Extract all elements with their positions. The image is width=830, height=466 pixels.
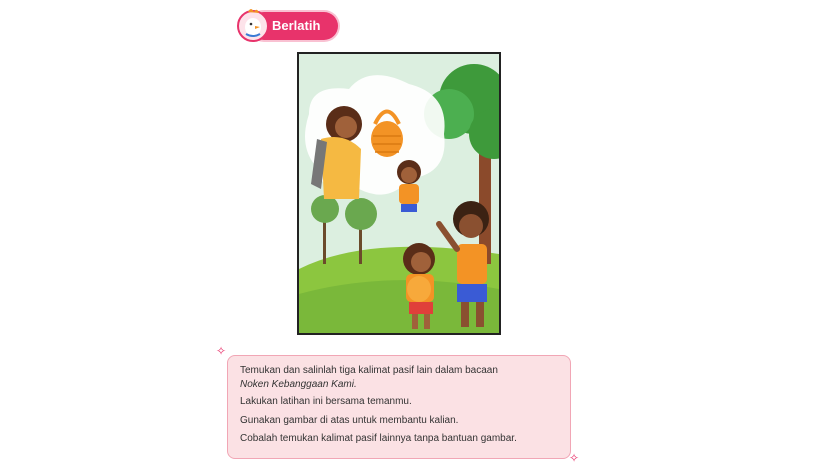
sparkle-icon: ✧	[216, 344, 227, 358]
task-step-2: Lakukan latihan ini bersama temanmu.	[240, 396, 412, 407]
family-noken-illustration	[297, 52, 501, 335]
instruction-line: Temukan dan salinlah tiga kalimat pasif lain dalam bacaan	[240, 365, 498, 376]
rooster-mascot-icon	[236, 6, 270, 42]
task-box	[227, 355, 571, 459]
task-instruction	[240, 364, 558, 391]
task-step-4: Cobalah temukan kalimat pasif lainnya tanpa bantuan gambar.	[240, 433, 517, 444]
berlatih-badge	[236, 6, 338, 42]
story-title: Noken Kebanggaan Kami.	[240, 378, 357, 390]
badge-label: Berlatih	[272, 18, 321, 33]
sparkle-icon: ✧	[569, 451, 580, 465]
task-step-3: Gunakan gambar di atas untuk membantu kalian.	[240, 414, 459, 426]
